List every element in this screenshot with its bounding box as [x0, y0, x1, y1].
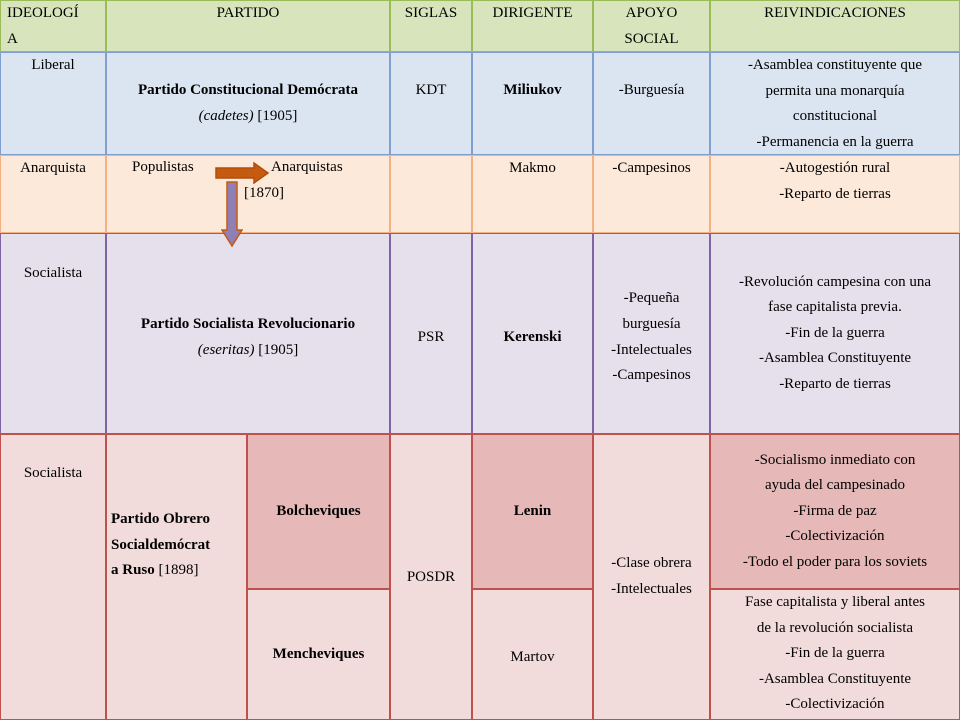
header-reivindicaciones-label: REIVINDICACIONES: [764, 5, 906, 21]
psr-ideologia-label: Socialista: [23, 265, 83, 281]
bolcheviques-dirigente-label: Lenin: [513, 502, 552, 519]
header-dirigente-label: DIRIGENTE: [492, 5, 573, 21]
posdr-partido: [106, 434, 247, 720]
anarquista-partido-from: Populistas: [132, 159, 194, 175]
psr-partido: [106, 233, 390, 434]
psr-reivindicaciones: [710, 233, 960, 434]
posdr-partido-year: [1898]: [154, 562, 199, 579]
header-apoyo-line1: APOYO: [625, 5, 678, 21]
header-apoyo: [593, 0, 710, 52]
liberal-partido-name: Partido Constitucional Demócrata: [138, 81, 358, 98]
header-reivindicaciones: [710, 0, 960, 52]
anarquista-dirigente-label: Makmo: [509, 160, 556, 176]
anarquista-dirigente: [472, 155, 593, 233]
posdr-apoyo: [593, 434, 710, 720]
mencheviques-reivindicacion: -Colectivización: [785, 696, 885, 713]
psr-apoyo-item: -Campesinos: [612, 367, 691, 384]
header-siglas-label: SIGLAS: [404, 5, 458, 21]
liberal-reivindicacion: -Asamblea constituyente que: [747, 57, 923, 73]
anarquista-reivindicaciones: [710, 155, 960, 233]
anarquista-reivindicacion: -Reparto de tierras: [779, 185, 891, 202]
mencheviques-dirigente: [472, 589, 593, 720]
posdr-siglas-label: POSDR: [406, 569, 456, 585]
mencheviques-faccion: [247, 589, 390, 720]
bolcheviques-reivindicacion: ayuda del campesinado: [765, 477, 905, 494]
psr-reivindicacion: -Fin de la guerra: [785, 324, 885, 341]
anarquista-partido-to: Anarquistas: [271, 159, 343, 175]
mencheviques-reivindicacion: -Asamblea Constituyente: [758, 670, 912, 687]
mencheviques-reivindicacion: -Fin de la guerra: [785, 645, 885, 662]
bolcheviques-reivindicacion: -Colectivización: [785, 528, 885, 545]
posdr-partido-line3: a Ruso: [111, 562, 155, 579]
header-ideologia-line2: A: [7, 30, 18, 47]
liberal-ideologia-label: Liberal: [31, 57, 75, 73]
anarquista-reivindicacion: -Autogestión rural: [779, 160, 891, 176]
liberal-siglas-label: KDT: [415, 82, 447, 98]
posdr-siglas: [390, 434, 472, 720]
anarquista-ideologia-label: Anarquista: [20, 160, 86, 176]
liberal-reivindicacion: -Permanencia en la guerra: [756, 133, 914, 150]
liberal-apoyo-label: -Burguesía: [618, 82, 685, 98]
psr-apoyo: [593, 233, 710, 434]
psr-reivindicacion: -Revolución campesina con una: [738, 273, 932, 290]
posdr-apoyo-item: -Clase obrera: [611, 555, 692, 572]
down-arrow-icon: [221, 180, 243, 248]
header-partido: [106, 0, 390, 52]
liberal-reivindicaciones: [710, 52, 960, 155]
bolcheviques-reivindicaciones: [710, 434, 960, 589]
psr-apoyo-item: -Pequeña: [623, 290, 680, 307]
anarquista-partido-year: [1870]: [244, 185, 284, 201]
anarquista-siglas: [390, 155, 472, 233]
psr-siglas-label: PSR: [417, 328, 445, 345]
posdr-ideologia-label: Socialista: [23, 465, 83, 481]
psr-partido-name: Partido Socialista Revolucionario: [140, 315, 356, 332]
liberal-partido: [106, 52, 390, 155]
liberal-reivindicacion: permita una monarquía: [765, 82, 905, 99]
liberal-ideologia: [0, 52, 106, 155]
liberal-apoyo: [593, 52, 710, 155]
bolcheviques-label: Bolcheviques: [276, 502, 361, 519]
liberal-partido-year: [1905]: [253, 107, 298, 124]
bolcheviques-dirigente: [472, 434, 593, 589]
bolcheviques-reivindicacion: -Todo el poder para los soviets: [742, 553, 928, 570]
header-partido-label: PARTIDO: [216, 5, 280, 21]
bolcheviques-reivindicacion: -Firma de paz: [793, 502, 877, 519]
header-ideologia-line1: IDEOLOGÍ: [7, 5, 79, 21]
header-dirigente: [472, 0, 593, 52]
psr-ideologia: [0, 233, 106, 434]
psr-dirigente-label: Kerenski: [503, 328, 562, 345]
liberal-siglas: [390, 52, 472, 155]
bolcheviques-faccion: [247, 434, 390, 589]
psr-partido-year: [1905]: [254, 341, 299, 358]
mencheviques-dirigente-label: Martov: [510, 648, 555, 665]
psr-siglas: [390, 233, 472, 434]
liberal-partido-alias: (cadetes): [198, 107, 254, 124]
liberal-dirigente: [472, 52, 593, 155]
posdr-ideologia: [0, 434, 106, 720]
posdr-partido-line1: Partido Obrero: [111, 511, 211, 527]
header-apoyo-line2: SOCIAL: [624, 30, 679, 47]
liberal-reivindicacion: constitucional: [792, 108, 878, 125]
mencheviques-reivindicacion: de la revolución socialista: [756, 619, 914, 636]
psr-reivindicacion: fase capitalista previa.: [768, 299, 902, 316]
posdr-partido-line2: Socialdemócrat: [111, 536, 211, 553]
anarquista-apoyo: [593, 155, 710, 233]
mencheviques-reivindicacion: Fase capitalista y liberal antes: [745, 594, 925, 610]
psr-apoyo-item: -Intelectuales: [611, 341, 692, 358]
anarquista-ideologia: [0, 155, 106, 233]
bolcheviques-reivindicacion: -Socialismo inmediato con: [754, 451, 916, 468]
liberal-dirigente-label: Miliukov: [503, 82, 562, 98]
mencheviques-label: Mencheviques: [272, 645, 365, 662]
psr-reivindicacion: -Asamblea Constituyente: [758, 350, 912, 367]
posdr-apoyo-item: -Intelectuales: [611, 581, 692, 597]
anarquista-apoyo-label: -Campesinos: [612, 160, 691, 176]
psr-apoyo-item: burguesía: [622, 315, 681, 332]
header-ideologia: [0, 0, 106, 52]
psr-partido-alias: (eseritas): [197, 341, 255, 358]
psr-dirigente: [472, 233, 593, 434]
header-siglas: [390, 0, 472, 52]
mencheviques-reivindicaciones: [710, 589, 960, 720]
psr-reivindicacion: -Reparto de tierras: [779, 375, 891, 392]
